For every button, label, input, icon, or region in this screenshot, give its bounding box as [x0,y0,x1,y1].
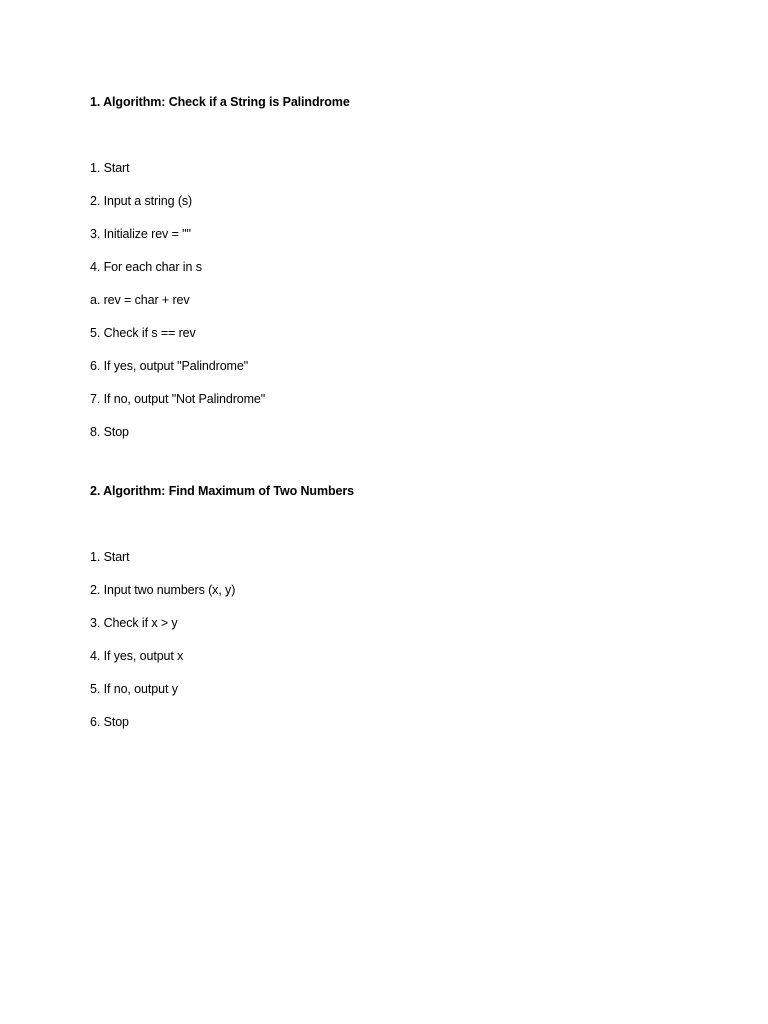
section-heading: 2. Algorithm: Find Maximum of Two Numbers [90,484,354,498]
step-list [90,548,690,731]
step-item: 1. Start [90,161,130,175]
step-item: 5. If no, output y [90,682,178,696]
step-item: 2. Input two numbers (x, y) [90,583,236,597]
step-item: 7. If no, output "Not Palindrome" [90,392,266,406]
section-heading: 1. Algorithm: Check if a String is Palindrome [90,95,350,109]
step-item: 3. Initialize rev = "" [90,227,191,241]
step-item: 5. Check if s == rev [90,326,196,340]
step-item: 8. Stop [90,425,129,439]
step-item: 6. Stop [90,715,129,729]
step-item: 3. Check if x > y [90,616,178,630]
step-item: 4. If yes, output x [90,649,184,663]
step-list [90,159,690,441]
step-item: 4. For each char in s [90,260,202,274]
algorithm-section-maximum [90,482,690,731]
step-item: 6. If yes, output "Palindrome" [90,359,249,373]
algorithm-section-palindrome [90,93,690,441]
step-item: 2. Input a string (s) [90,194,193,208]
document-content [90,93,690,731]
step-item: 1. Start [90,550,130,564]
step-item: a. rev = char + rev [90,293,190,307]
